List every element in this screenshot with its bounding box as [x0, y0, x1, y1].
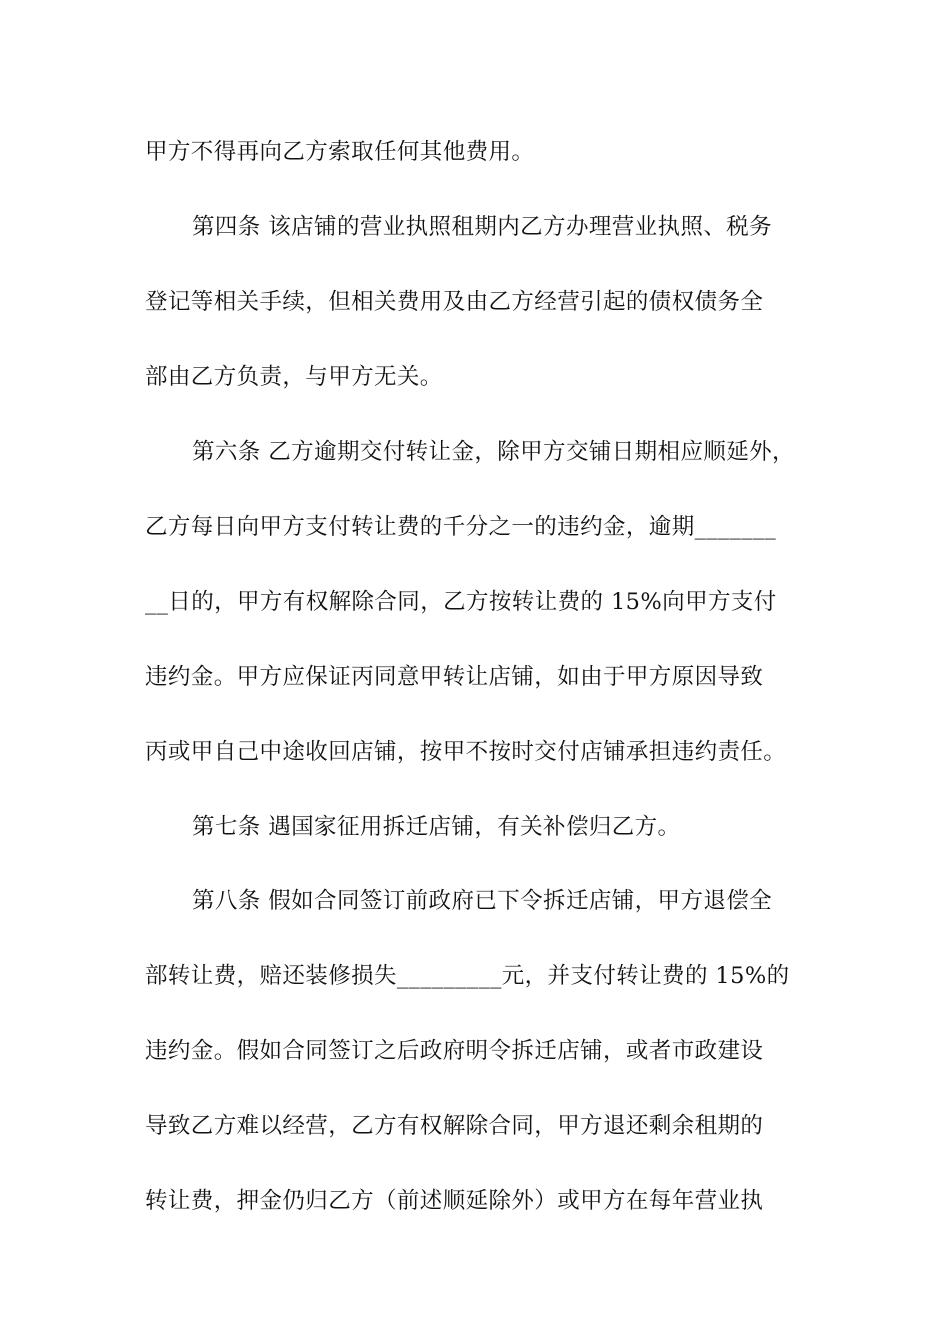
article-4-heading-line: 第四条 该店铺的营业执照租期内乙方办理营业执照、税务 [192, 214, 773, 240]
text-line: 丙或甲自己中途收回店铺，按甲不按时交付店铺承担违约责任。 [145, 739, 787, 765]
text-line: 转让费，押金仍归乙方（前述顺延除外）或甲方在每年营业执 [145, 1188, 764, 1214]
article-8-heading-line: 第八条 假如合同签订前政府已下令拆迁店铺，甲方退偿全 [192, 888, 773, 914]
article-7-heading-line: 第七条 遇国家征用拆迁店铺，有关补偿归乙方。 [192, 814, 681, 840]
text-line: __日的，甲方有权解除合同，乙方按转让费的 15%向甲方支付 [145, 589, 777, 615]
text-line: 部由乙方负责，与甲方无关。 [145, 364, 443, 390]
text-line: 甲方不得再向乙方索取任何其他费用。 [145, 139, 535, 165]
text-line: 导致乙方难以经营，乙方有权解除合同，甲方退还剩余租期的 [145, 1113, 764, 1139]
text-line: 部转让费，赔还装修损失_________元，并支付转让费的 15%的 [145, 963, 790, 989]
text-line: 登记等相关手续，但相关费用及由乙方经营引起的债权债务全 [145, 289, 764, 315]
text-line: 乙方每日向甲方支付转让费的千分之一的违约金，逾期_______ [145, 514, 777, 540]
text-line: 违约金。甲方应保证丙同意甲转让店铺，如由于甲方原因导致 [145, 664, 764, 690]
article-6-heading-line: 第六条 乙方逾期交付转让金，除甲方交铺日期相应顺延外， [192, 439, 795, 465]
text-line: 违约金。假如合同签订之后政府明令拆迁店铺，或者市政建设 [145, 1038, 764, 1064]
